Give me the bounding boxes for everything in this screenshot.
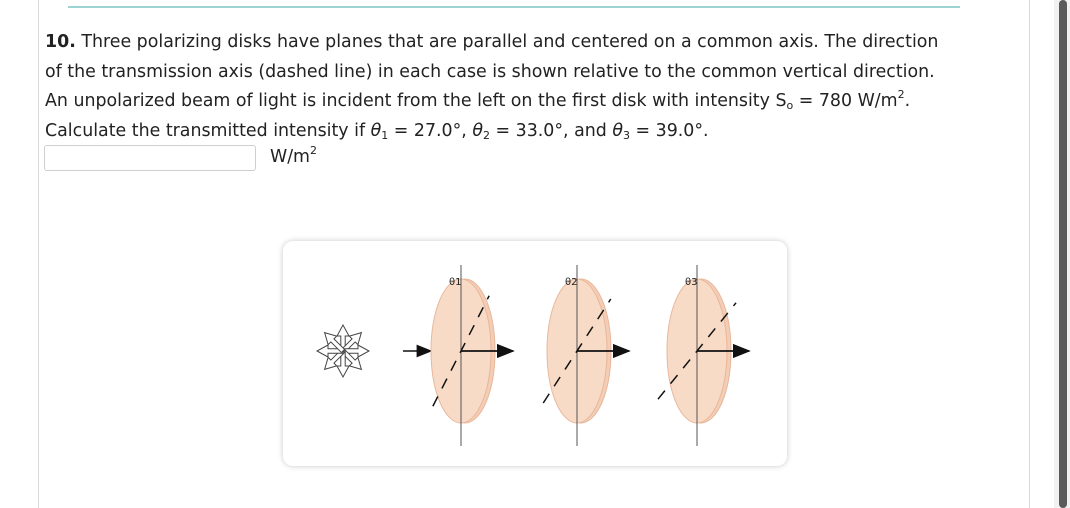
polarizer-disk-3: [658, 265, 749, 446]
question-number: 10.: [45, 32, 76, 52]
angle-label: θ1: [449, 277, 462, 288]
unpolarized-light-icon: [317, 325, 369, 377]
theta-3-symbol: θ: [612, 120, 623, 141]
polarizer-disk-2: [543, 265, 629, 446]
question-text: [45, 28, 1025, 146]
answer-unit: $W/m^2$: [270, 144, 317, 167]
polarizer-figure: [283, 241, 787, 466]
question-line-2: of the transmission axis (dashed line) in each case is shown relative to the common vertical direction.: [45, 61, 935, 82]
polarizer-disks: [431, 265, 749, 446]
theta-2-symbol: θ: [472, 120, 483, 141]
question-line-1: 10. Three polarizing disks have planes that are parallel and centered on a common axis. The direction: [45, 32, 939, 52]
angle-label: θ3: [685, 277, 698, 288]
polarizer-disk-1: [431, 265, 513, 446]
angle-label: θ2: [565, 277, 578, 288]
question-line-3: An unpolarized beam of light is incident from the left on the first disk with intensity $S_o = 780$ $W/m^2$.: [45, 88, 911, 112]
polarizer-diagram: [283, 241, 787, 466]
scrollbar-thumb[interactable]: [1059, 0, 1067, 508]
theta-1-symbol: θ: [370, 120, 382, 141]
top-divider: [68, 6, 960, 8]
answer-input[interactable]: [44, 145, 256, 171]
question-line-4: Calculate the transmitted intensity if $\theta_1 = 27.0^\circ$, $\theta_2 = 33.0^\circ$, and $\theta_3 = 39.0^\circ$.: [45, 120, 709, 142]
